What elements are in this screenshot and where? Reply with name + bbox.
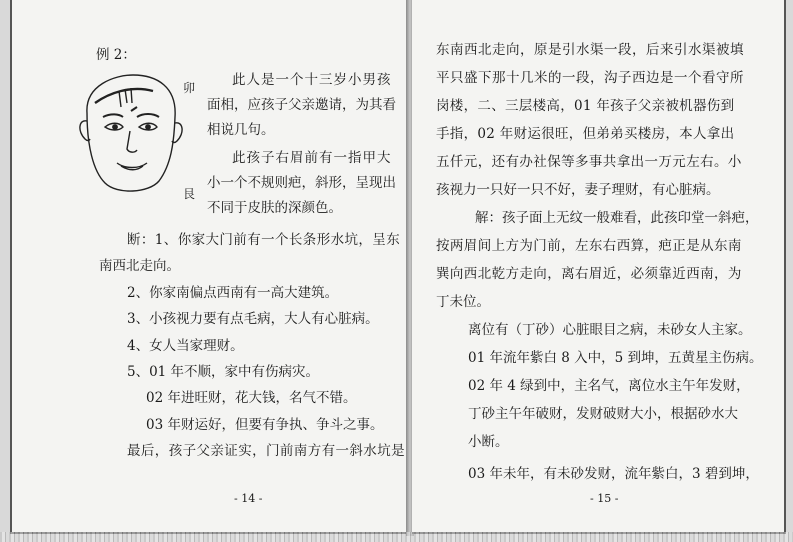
mark-line-3: 不同于皮肤的深颜色。 <box>207 200 342 216</box>
annotation-mao: 卯 <box>183 81 196 95</box>
face-sketch-icon <box>75 73 187 199</box>
intro-line-2: 面相，应孩子父亲邀请，为其看 <box>207 97 396 113</box>
item-2: 2、你家南偏点西南有一高大建筑。 <box>127 285 339 301</box>
item-5-02: 02 年进旺财，花大钱，名气不错。 <box>146 390 357 406</box>
right-line-15: 小断。 <box>468 434 509 450</box>
right-line-3: 岗楼，二、三层楼高，01 年孩子父亲被机器伤到 <box>436 98 735 114</box>
item-5: 5、01 年不顺，家中有伤病灾。 <box>127 364 320 380</box>
right-line-13: 02 年 4 绿到中，主名气，离位水主午年发财， <box>468 378 750 394</box>
right-line-12: 01 年流年紫白 8 入中，5 到坤，五黄星主伤病。 <box>468 350 763 366</box>
right-line-8: 按两眉间上方为门前，左东右西算，疤正是从东南 <box>436 238 742 254</box>
annotation-gen: 艮 <box>183 187 196 201</box>
mark-line-2: 小一个不规则疤，斜形，呈现出 <box>207 175 396 191</box>
right-line-5: 五仟元，还有办社保等多事共拿出一万元左右。小 <box>436 154 742 170</box>
right-line-4: 手指，02 年财运很旺，但弟弟买楼房，本人拿出 <box>436 126 735 142</box>
right-line-14: 丁砂主午年破财，发财破财大小，根据砂水大 <box>468 406 738 422</box>
item-4: 4、女人当家理财。 <box>127 338 244 354</box>
intro-line-3: 相说几句。 <box>207 122 275 138</box>
right-line-11: 离位有（丁砂）心脏眼目之病，未砂女人主家。 <box>468 322 752 338</box>
scan-noise <box>0 532 793 542</box>
right-line-16: 03 年未年，有未砂发财，流年紫白，3 碧到坤， <box>468 466 759 482</box>
page-number-right: - 15 - <box>590 492 619 505</box>
example-label: 例 2： <box>96 47 136 63</box>
mark-line-1: 此孩子右眉前有一指甲大 <box>232 150 392 166</box>
intro-line-1: 此人是一个十三岁小男孩 <box>232 72 392 88</box>
duan-line-2: 南西北走向。 <box>99 258 180 274</box>
item-3: 3、小孩视力要有点毛病，大人有心脏病。 <box>127 311 379 327</box>
right-line-2: 平只盛下那十几米的一段，沟子西边是一个看守所 <box>436 70 744 86</box>
page-number-left: - 14 - <box>234 492 263 505</box>
right-line-10: 丁未位。 <box>436 294 490 310</box>
right-line-7: 解：孩子面上无纹一般难看，此孩印堂一斜疤， <box>475 210 759 226</box>
item-5-03: 03 年财运好，但要有争执、争斗之事。 <box>146 417 384 433</box>
conclusion-line: 最后，孩子父亲证实，门前南方有一斜水坑是 <box>127 443 405 459</box>
right-line-1: 东南西北走向，原是引水渠一段，后来引水渠被填 <box>436 42 744 58</box>
duan-line-1: 断：1、你家大门前有一个长条形水坑，呈东 <box>127 232 401 248</box>
right-line-9: 巽向西北乾方走向，离右眉近，必须靠近西南，为 <box>436 266 742 282</box>
right-line-6: 孩视力一只好一只不好，妻子理财，有心脏病。 <box>436 182 720 198</box>
